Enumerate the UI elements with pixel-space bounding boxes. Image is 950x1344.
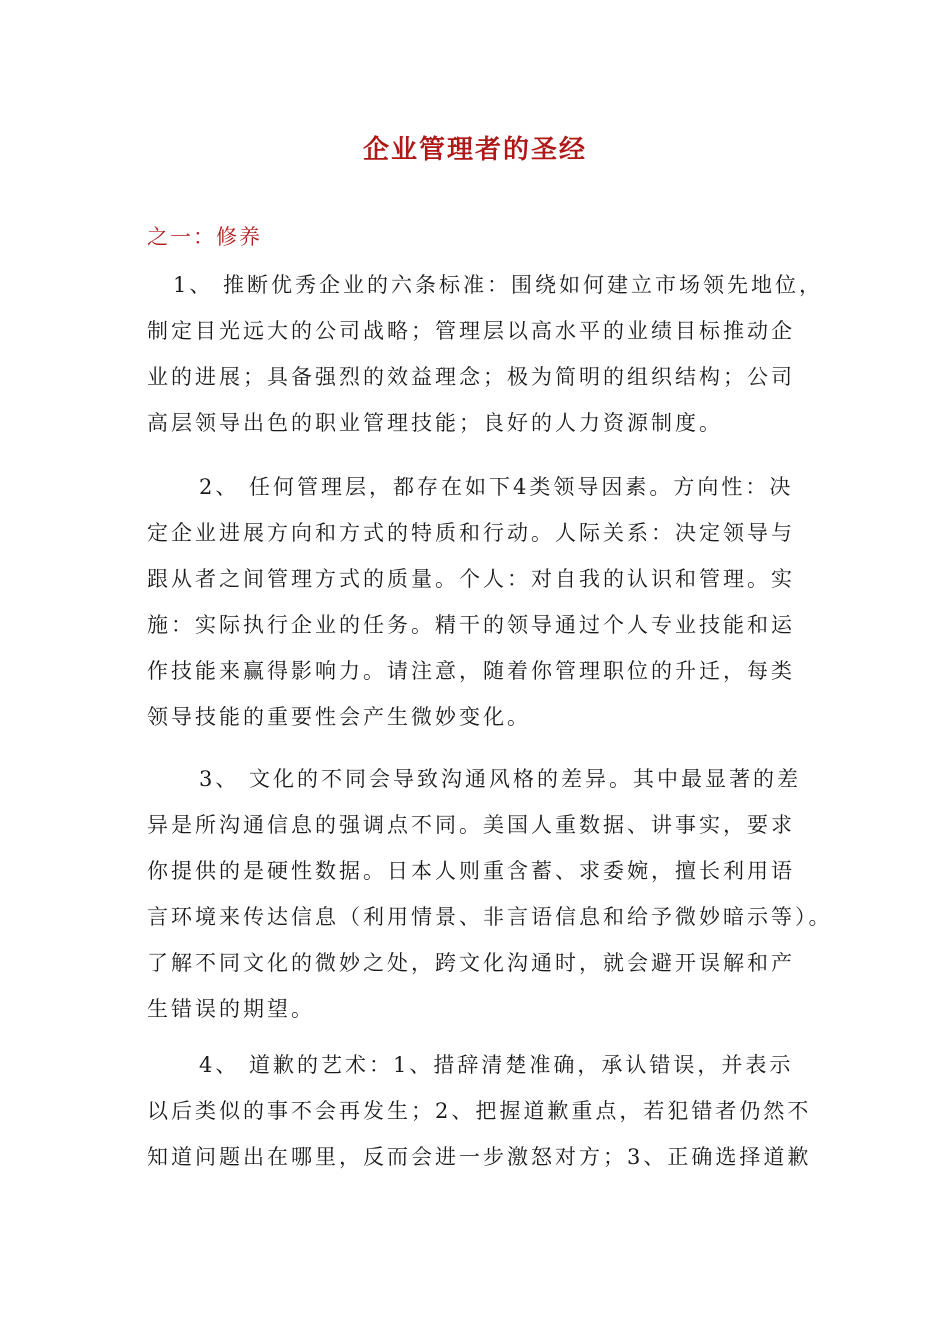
- paragraph-line: 你提供的是硬性数据。日本人则重含蓄、求委婉，擅长利用语: [147, 859, 795, 883]
- paragraph-line: 生错误的期望。: [147, 997, 315, 1021]
- section-heading: 之一：修养: [147, 225, 262, 249]
- paragraph-line: 4、 道歉的艺术：1、措辞清楚准确，承认错误，并表示: [199, 1053, 794, 1077]
- paragraph-line: 3、 文化的不同会导致沟通风格的差异。其中最显著的差: [199, 767, 802, 791]
- paragraph-line: 以后类似的事不会再发生；2、把握道歉重点，若犯错者仍然不: [147, 1099, 812, 1123]
- paragraph-line: 知道问题出在哪里，反而会进一步激怒对方；3、正确选择道歉: [147, 1145, 812, 1169]
- paragraph-2: [147, 464, 817, 740]
- paragraph-line: 作技能来赢得影响力。请注意，随着你管理职位的升迁，每类: [147, 659, 795, 683]
- paragraph-line: 2、 任何管理层，都存在如下4类领导因素。方向性：决: [199, 475, 794, 499]
- paragraph-1: [147, 262, 824, 446]
- paragraph-line: 异是所沟通信息的强调点不同。美国人重数据、讲事实，要求: [147, 813, 795, 837]
- paragraph-line: 言环境来传达信息（利用情景、非言语信息和给予微妙暗示等）。: [147, 905, 833, 929]
- paragraph-4: [147, 1042, 817, 1180]
- paragraph-3: [147, 756, 833, 1032]
- paragraph-line: 1、 推断优秀企业的六条标准：围绕如何建立市场领先地位，: [173, 273, 824, 297]
- paragraph-line: 制定目光远大的公司战略；管理层以高水平的业绩目标推动企: [147, 319, 795, 343]
- paragraph-line: 跟从者之间管理方式的质量。个人：对自我的认识和管理。实: [147, 567, 795, 591]
- paragraph-line: 定企业进展方向和方式的特质和行动。人际关系：决定领导与: [147, 521, 795, 545]
- paragraph-line: 高层领导出色的职业管理技能；良好的人力资源制度。: [147, 411, 723, 435]
- paragraph-line: 施：实际执行企业的任务。精干的领导通过个人专业技能和运: [147, 613, 795, 637]
- paragraph-line: 领导技能的重要性会产生微妙变化。: [147, 705, 531, 729]
- paragraph-line: 了解不同文化的微妙之处，跨文化沟通时，就会避开误解和产: [147, 951, 795, 975]
- document-title: 企业管理者的圣经: [362, 135, 587, 165]
- paragraph-line: 业的进展；具备强烈的效益理念；极为简明的组织结构；公司: [147, 365, 795, 389]
